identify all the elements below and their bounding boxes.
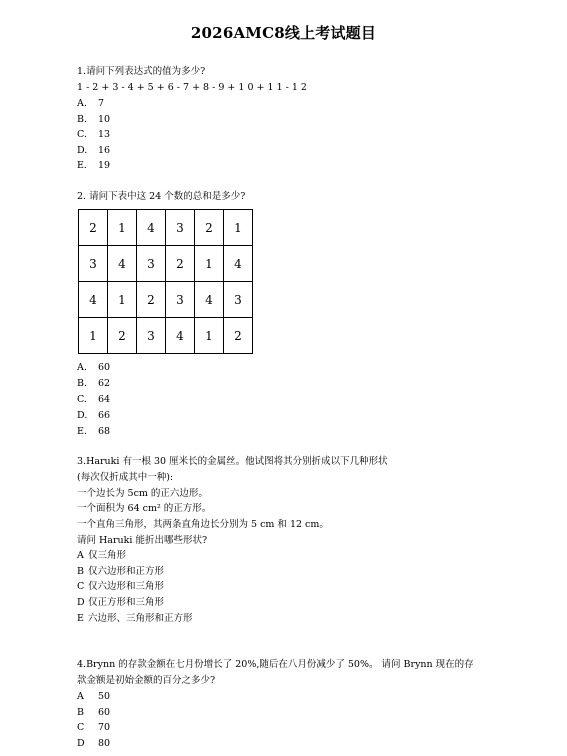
option-letter: C [77, 581, 85, 592]
table-row [79, 318, 253, 354]
table-cell: 1 [79, 318, 108, 354]
option-letter: C [77, 722, 85, 733]
option-letter: E. [77, 426, 87, 437]
q4-option-a [77, 691, 110, 703]
option-letter: C. [77, 129, 87, 140]
option-letter: A. [77, 98, 87, 109]
q2-question: 2. 请问下表中这 24 个数的总和是多少? [77, 191, 246, 202]
table-row [79, 282, 253, 318]
option-letter: A. [77, 362, 87, 373]
page-title: 2026AMC8线上考试题目 [190, 24, 377, 42]
q2-option-b [77, 378, 110, 390]
q2-option-a [77, 362, 110, 374]
q2-number-table [78, 209, 253, 354]
q3-option-e [77, 613, 193, 625]
q2-option-c [77, 394, 110, 406]
option-text: 60 [98, 707, 111, 718]
q3-line-6: 请问 Haruki 能折出哪些形状? [77, 535, 208, 546]
table-cell: 2 [166, 246, 195, 282]
option-text: 仅正方形和三角形 [88, 597, 165, 608]
option-letter: D [77, 738, 85, 749]
table-cell: 1 [195, 246, 224, 282]
table-cell: 2 [79, 210, 108, 246]
option-text: 19 [98, 160, 111, 171]
option-text: 62 [98, 378, 111, 389]
table-cell: 4 [224, 246, 253, 282]
table-cell: 3 [79, 246, 108, 282]
table-cell: 2 [108, 318, 137, 354]
table-cell: 3 [166, 282, 195, 318]
table-cell: 3 [166, 210, 195, 246]
option-letter: B. [77, 378, 88, 389]
option-letter: B [77, 566, 84, 577]
option-text: 64 [98, 394, 111, 405]
option-letter: A [77, 691, 84, 702]
option-text: 68 [98, 426, 111, 437]
table-cell: 4 [166, 318, 195, 354]
table-cell: 4 [137, 210, 166, 246]
option-text: 仅六边形和正方形 [88, 566, 165, 577]
option-text: 50 [98, 691, 111, 702]
q3-line-5: 一个直角三角形，其两条直角边长分别为 5 cm 和 12 cm。 [77, 519, 329, 530]
table-row [79, 210, 253, 246]
option-letter: B. [77, 114, 88, 125]
q2-option-d [77, 410, 110, 422]
q4-line-2: 款金额是初始金额的百分之多少? [77, 675, 216, 686]
q4-option-c [77, 722, 110, 734]
q1-expression: 1 - 2 + 3 - 4 + 5 + 6 - 7 + 8 - 9 + 1 0 + 1 1 - 1 2 [77, 82, 307, 93]
q4-line-1: 4.Brynn 的存款金额在七月份增长了 20%,随后在八月份减少了 50%。 请问 Brynn 现在的存 [77, 659, 474, 670]
table-cell: 1 [195, 318, 224, 354]
q2-option-e [77, 426, 110, 438]
q3-line-1: 3.Haruki 有一根 30 厘米长的金属丝。他试图将其分别折成以下几种形状 [77, 456, 388, 467]
q3-line-3: 一个边长为 5cm 的正六边形。 [77, 488, 208, 499]
table-cell: 4 [79, 282, 108, 318]
q3-line-2: (每次仅折成其中一种): [77, 472, 174, 483]
q1-option-c [77, 129, 110, 141]
q3-option-d [77, 597, 164, 609]
option-text: 80 [98, 738, 111, 749]
option-text: 66 [98, 410, 111, 421]
table-cell: 1 [108, 210, 137, 246]
option-letter: D. [77, 410, 88, 421]
option-text: 仅三角形 [88, 550, 127, 561]
table-cell: 1 [108, 282, 137, 318]
option-letter: E [77, 613, 84, 624]
option-text: 13 [98, 129, 111, 140]
table-cell: 4 [108, 246, 137, 282]
table-cell: 2 [224, 318, 253, 354]
table-cell: 3 [137, 318, 166, 354]
option-letter: D [77, 597, 85, 608]
option-letter: C. [77, 394, 87, 405]
table-cell: 4 [195, 282, 224, 318]
table-cell: 3 [137, 246, 166, 282]
table-cell: 3 [224, 282, 253, 318]
q1-option-a [77, 98, 104, 110]
option-text: 60 [98, 362, 111, 373]
table-cell: 1 [224, 210, 253, 246]
q3-line-4: 一个面积为 64 cm² 的正方形。 [77, 503, 212, 514]
q3-option-a [77, 550, 126, 562]
q4-option-b [77, 707, 110, 719]
table-cell: 2 [195, 210, 224, 246]
option-letter: E. [77, 160, 87, 171]
option-letter: A [77, 550, 84, 561]
q1-option-d [77, 145, 110, 157]
table-row [79, 246, 253, 282]
q3-option-b [77, 566, 164, 578]
q1-question: 1.请问下列表达式的值为多少? [77, 66, 206, 77]
option-letter: D. [77, 145, 88, 156]
option-text: 六边形、三角形和正方形 [88, 613, 193, 624]
option-text: 16 [98, 145, 111, 156]
q1-option-b [77, 114, 110, 126]
option-text: 7 [98, 98, 105, 109]
table-cell: 2 [137, 282, 166, 318]
q4-option-d [77, 738, 110, 750]
option-text: 10 [98, 114, 111, 125]
option-letter: B [77, 707, 84, 718]
option-text: 70 [98, 722, 111, 733]
q3-option-c [77, 581, 164, 593]
q1-option-e [77, 160, 110, 172]
option-text: 仅六边形和三角形 [88, 581, 165, 592]
